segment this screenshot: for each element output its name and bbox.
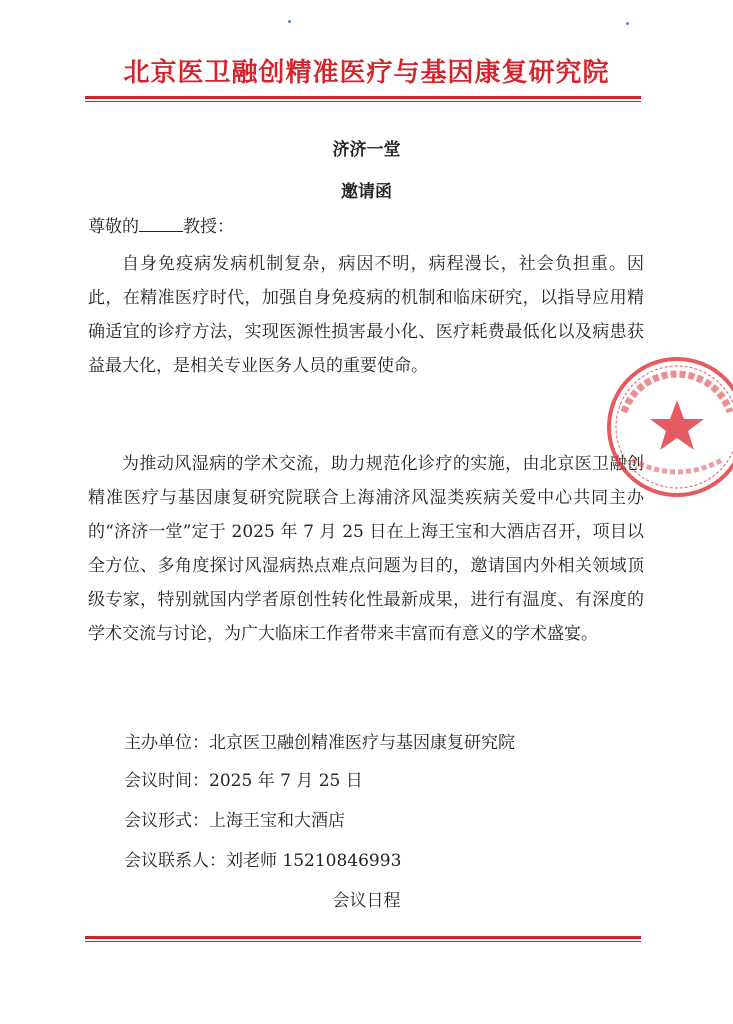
schedule-heading: 会议日程 [332, 891, 401, 911]
meeting-form-line: 会议形式：上海王宝和大酒店 [124, 811, 345, 831]
scan-speck [288, 20, 291, 23]
header-rule-thin [85, 101, 641, 102]
scan-speck [626, 22, 629, 25]
organization-letterhead: 北京医卫融创精准医疗与基因康复研究院 [123, 58, 610, 88]
footer-rule-thin [85, 941, 641, 942]
document-subtitle: 邀请函 [341, 182, 392, 202]
body-paragraph-2: 为推动风湿病的学术交流，助力规范化诊疗的实施，由北京医卫融创精准医疗与基因康复研究院联合上海浦济风湿类疾病关爱中心共同主办的“济济一堂”定于 2025 年 7 月 25 日在上海王宝和大酒店召开，项目以全方位、多角度探讨风湿病热点难点问题为目的，邀请国内外相关领域顶级专家，特别就国内学者原创性转化性最新成果，进行有温度、有深度的学术交流与讨论，为广大临床工作者带来丰富而有意义的学术盛宴。 [88, 454, 644, 644]
salutation-suffix: 教授： [183, 217, 234, 237]
salutation-prefix: 尊敬的 [88, 217, 139, 237]
body-paragraph-1: 自身免疫病发病机制复杂，病因不明，病程漫长，社会负担重。因此，在精准医疗时代，加强自身免疫病的机制和临床研究，以指导应用精确适宜的诊疗方法，实现医源性损害最小化、医疗耗费最低化以及病患获益最大化，是相关专业医务人员的重要使命。 [88, 254, 644, 376]
seal-star-icon [650, 400, 704, 450]
salutation [88, 212, 234, 237]
meeting-time-line: 会议时间：2025 年 7 月 25 日 [124, 771, 363, 791]
header-rule-thick [85, 96, 641, 99]
contact-line: 会议联系人：刘老师 15210846993 [124, 851, 402, 871]
footer-rule-thick [85, 936, 641, 939]
official-seal-stamp [602, 352, 733, 502]
document-title: 济济一堂 [332, 140, 401, 160]
organizer-line: 主办单位：北京医卫融创精准医疗与基因康复研究院 [124, 733, 515, 753]
name-blank [139, 217, 183, 232]
